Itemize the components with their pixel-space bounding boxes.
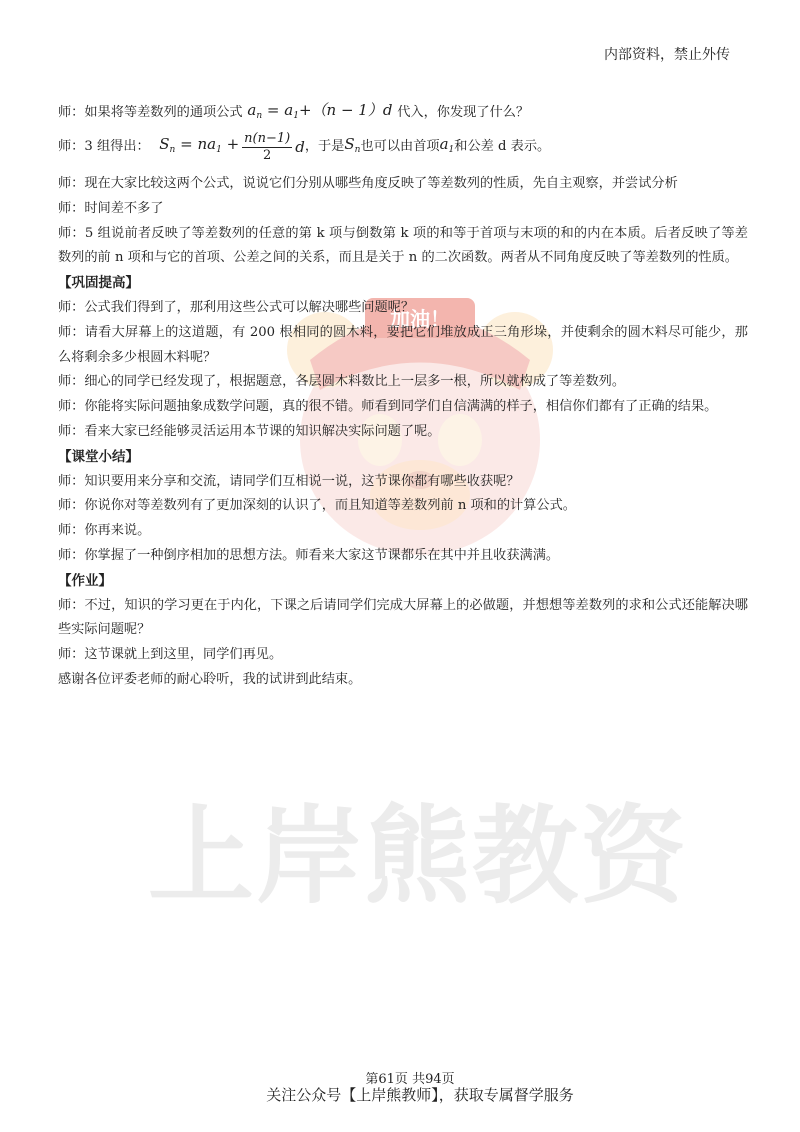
- line-text: 代入，你发现了什么？: [397, 104, 530, 120]
- line-text: 也可以由首项: [360, 138, 440, 154]
- paragraph: 师：你再来说。: [58, 523, 151, 539]
- general-term-formula: $a_n = a_1+(n - 1)d$: [247, 100, 393, 121]
- sum-formula: $S_n = na_1$ +: [159, 134, 240, 155]
- math-d: d: [295, 137, 305, 156]
- internal-notice: 内部资料，禁止外传: [604, 47, 730, 63]
- paragraph: 师：看来大家已经能够灵活运用本节课的知识解决实际问题了呢。: [58, 423, 441, 439]
- line-text: 师：3 组得出：: [58, 138, 150, 154]
- section-heading-consolidation: 【巩固提高】: [58, 275, 139, 292]
- page-number: 第61页 共94页: [365, 1072, 455, 1087]
- transcript-body: [58, 100, 748, 693]
- paragraph: 师：时间差不多了: [58, 200, 164, 216]
- section-heading-summary: 【课堂小结】: [58, 448, 139, 465]
- sum-formula-line: [58, 126, 748, 168]
- paragraph: 师：这节课就上到这里，同学们再见。: [58, 647, 283, 663]
- formula-question-line: [58, 100, 748, 126]
- paragraph: 师：请看大屏幕上的这道题，有 200 根相同的圆木料，要把它们堆放成正三角形垛，并使剩余的圆木料尽可能少，那么将剩余多少根圆木料呢？: [58, 324, 748, 365]
- section-heading-homework: 【作业】: [58, 572, 112, 589]
- paragraph: 师：你说你对等差数列有了更加深刻的认识了，而且知道等差数列前 n 项和的计算公式。: [58, 498, 576, 514]
- paragraph: 师：你能将实际问题抽象成数学问题，真的很不错。师看到同学们自信满满的样子，相信你们都有了正确的结果。: [58, 399, 718, 415]
- logo-badge: 加油！: [390, 307, 450, 331]
- paragraph: 师：现在大家比较这两个公式，说说它们分别从哪些角度反映了等差数列的性质，先自主观察，并尝试分析: [58, 176, 678, 191]
- fraction: $\frac{n(n-1)}{2}$: [244, 130, 291, 163]
- paragraph: 师：不过，知识的学习更在于内化，下课之后请同学们完成大屏幕上的必做题，并想想等差数列的求和公式还能解决哪些实际问题呢？: [58, 597, 748, 638]
- paragraph: 师：细心的同学已经发现了，根据题意，各层圆木料数比上一层多一根，所以就构成了等差数列。: [58, 374, 626, 390]
- line-text: ，于是: [304, 138, 345, 154]
- footer-promo: 关注公众号【上岸熊教师】，获取专属督学服务: [266, 1086, 574, 1104]
- line-text: 和公差 d 表示。: [454, 138, 551, 154]
- paragraph: 师：公式我们得到了，那利用这些公式可以解决哪些问题呢？: [58, 299, 415, 315]
- paragraph: 师：知识要用来分享和交流，请同学们互相说一说，这节课你都有哪些收获呢？: [58, 473, 520, 489]
- paragraph: 师：5 组说前者反映了等差数列的任意的第 k 项与倒数第 k 项的和等于首项与末项的和的内在本质。后者反映了等差数列的前 n 项和与它的首项、公差之间的关系，而且是关于 n 的二次函数。两者从不同角度反映了等差数列的性质。: [58, 225, 748, 266]
- paragraph: 师：你掌握了一种倒序相加的思想方法。师看来大家这节课都乐在其中并且收获满满。: [58, 547, 560, 563]
- line-text: 师：如果将等差数列的通项公式: [58, 104, 243, 120]
- paragraph: 感谢各位评委老师的耐心聆听，我的试讲到此结束。: [58, 671, 362, 687]
- math-a1: $a_1$: [439, 134, 455, 155]
- brand-watermark: 上岸熊教资: [148, 795, 688, 918]
- math-sn: $S_n$: [344, 134, 361, 155]
